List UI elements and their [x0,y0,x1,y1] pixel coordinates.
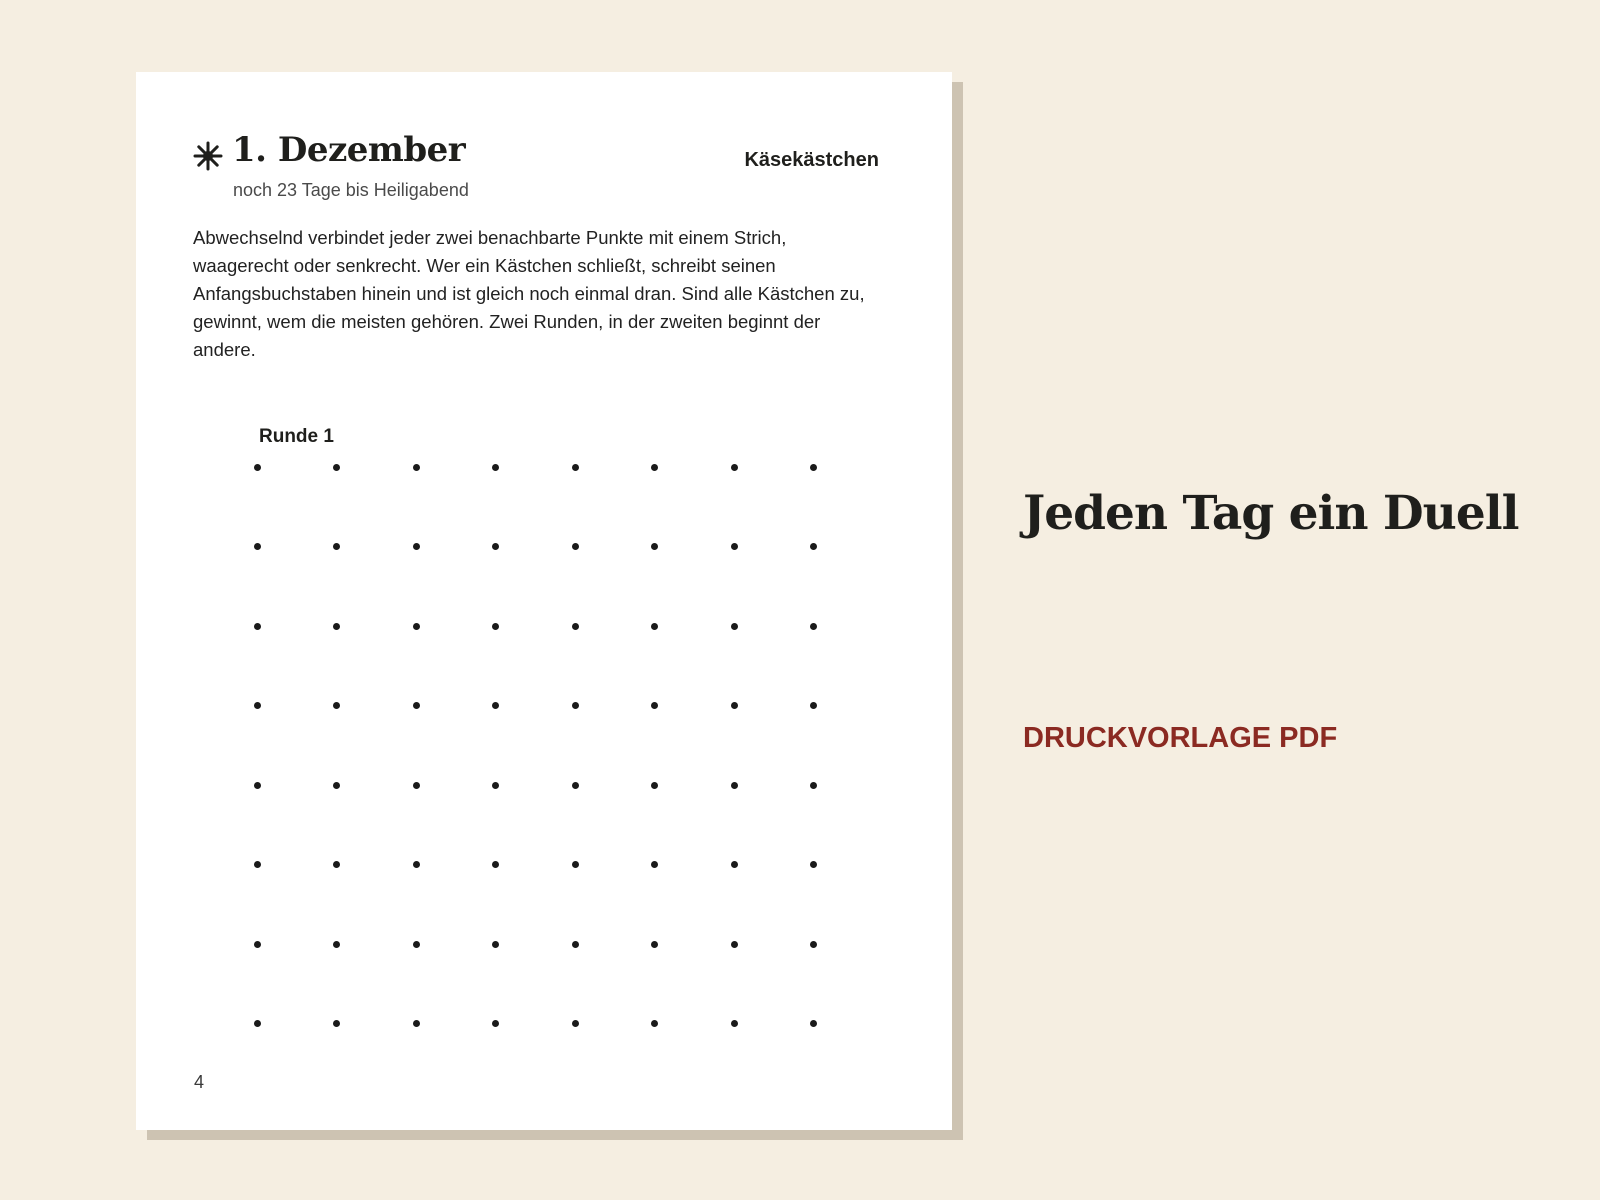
game-name: Käsekästchen [744,149,879,171]
grid-dot [651,623,658,630]
date-title: 1. Dezember [232,130,466,170]
grid-dot [810,464,817,471]
grid-dot [492,1020,499,1027]
grid-dot [572,702,579,709]
grid-dot [731,543,738,550]
grid-dot [254,1020,261,1027]
grid-dot [333,623,340,630]
grid-dot [572,543,579,550]
grid-dot [810,861,817,868]
grid-dot [333,464,340,471]
grid-dot [651,702,658,709]
dot-grid [253,463,829,1039]
grid-dot [333,941,340,948]
grid-dot [572,623,579,630]
grid-dot [810,941,817,948]
grid-dot [651,543,658,550]
grid-dot [413,782,420,789]
grid-dot [333,702,340,709]
grid-dot [572,941,579,948]
grid-dot [413,623,420,630]
page-number: 4 [194,1072,205,1092]
grid-dot [333,1020,340,1027]
grid-dot [731,861,738,868]
grid-dot [810,702,817,709]
grid-dot [254,623,261,630]
format-badge: DRUCKVORLAGE PDF [1023,722,1338,754]
grid-dot [492,623,499,630]
countdown-text: noch 23 Tage bis Heiligabend [233,180,469,200]
grid-dot [572,861,579,868]
grid-dot [254,861,261,868]
grid-dot [731,941,738,948]
grid-dot [413,1020,420,1027]
grid-dot [492,543,499,550]
grid-dot [333,543,340,550]
grid-dot [810,543,817,550]
promo-headline: Jeden Tag ein Duell [1023,486,1519,541]
grid-dot [572,1020,579,1027]
grid-dot [413,941,420,948]
grid-dot [413,702,420,709]
star-icon [193,141,223,171]
grid-dot [492,702,499,709]
grid-dot [254,782,261,789]
round-label: Runde 1 [259,426,334,447]
grid-dot [810,623,817,630]
grid-dot [731,623,738,630]
grid-dot [651,861,658,868]
grid-dot [333,861,340,868]
grid-dot [651,1020,658,1027]
grid-dot [254,702,261,709]
grid-dot [731,702,738,709]
grid-dot [492,782,499,789]
grid-dot [810,782,817,789]
grid-dot [651,464,658,471]
grid-dot [572,782,579,789]
grid-dot [731,464,738,471]
grid-dot [572,464,579,471]
grid-dot [651,782,658,789]
grid-dot [254,941,261,948]
game-instructions: Abwechselnd verbindet jeder zwei benachbarte Punkte mit einem Strich, waagerecht oder senkrecht. Wer ein Kästchen schließt, schreibt seinen Anfangsbuchstaben hinein und ist gleich noch einmal dran. Sind alle Kästchen zu, gewinnt, wem die meisten gehören. Zwei Runden, in der zweiten beginnt der andere. [193,227,865,360]
grid-dot [731,1020,738,1027]
grid-dot [492,464,499,471]
grid-dot [333,782,340,789]
grid-dot [651,941,658,948]
grid-dot [254,543,261,550]
grid-dot [492,861,499,868]
grid-dot [254,464,261,471]
printable-page [136,72,952,1130]
grid-dot [731,782,738,789]
grid-dot [810,1020,817,1027]
grid-dot [413,861,420,868]
grid-dot [413,464,420,471]
grid-dot [492,941,499,948]
grid-dot [413,543,420,550]
